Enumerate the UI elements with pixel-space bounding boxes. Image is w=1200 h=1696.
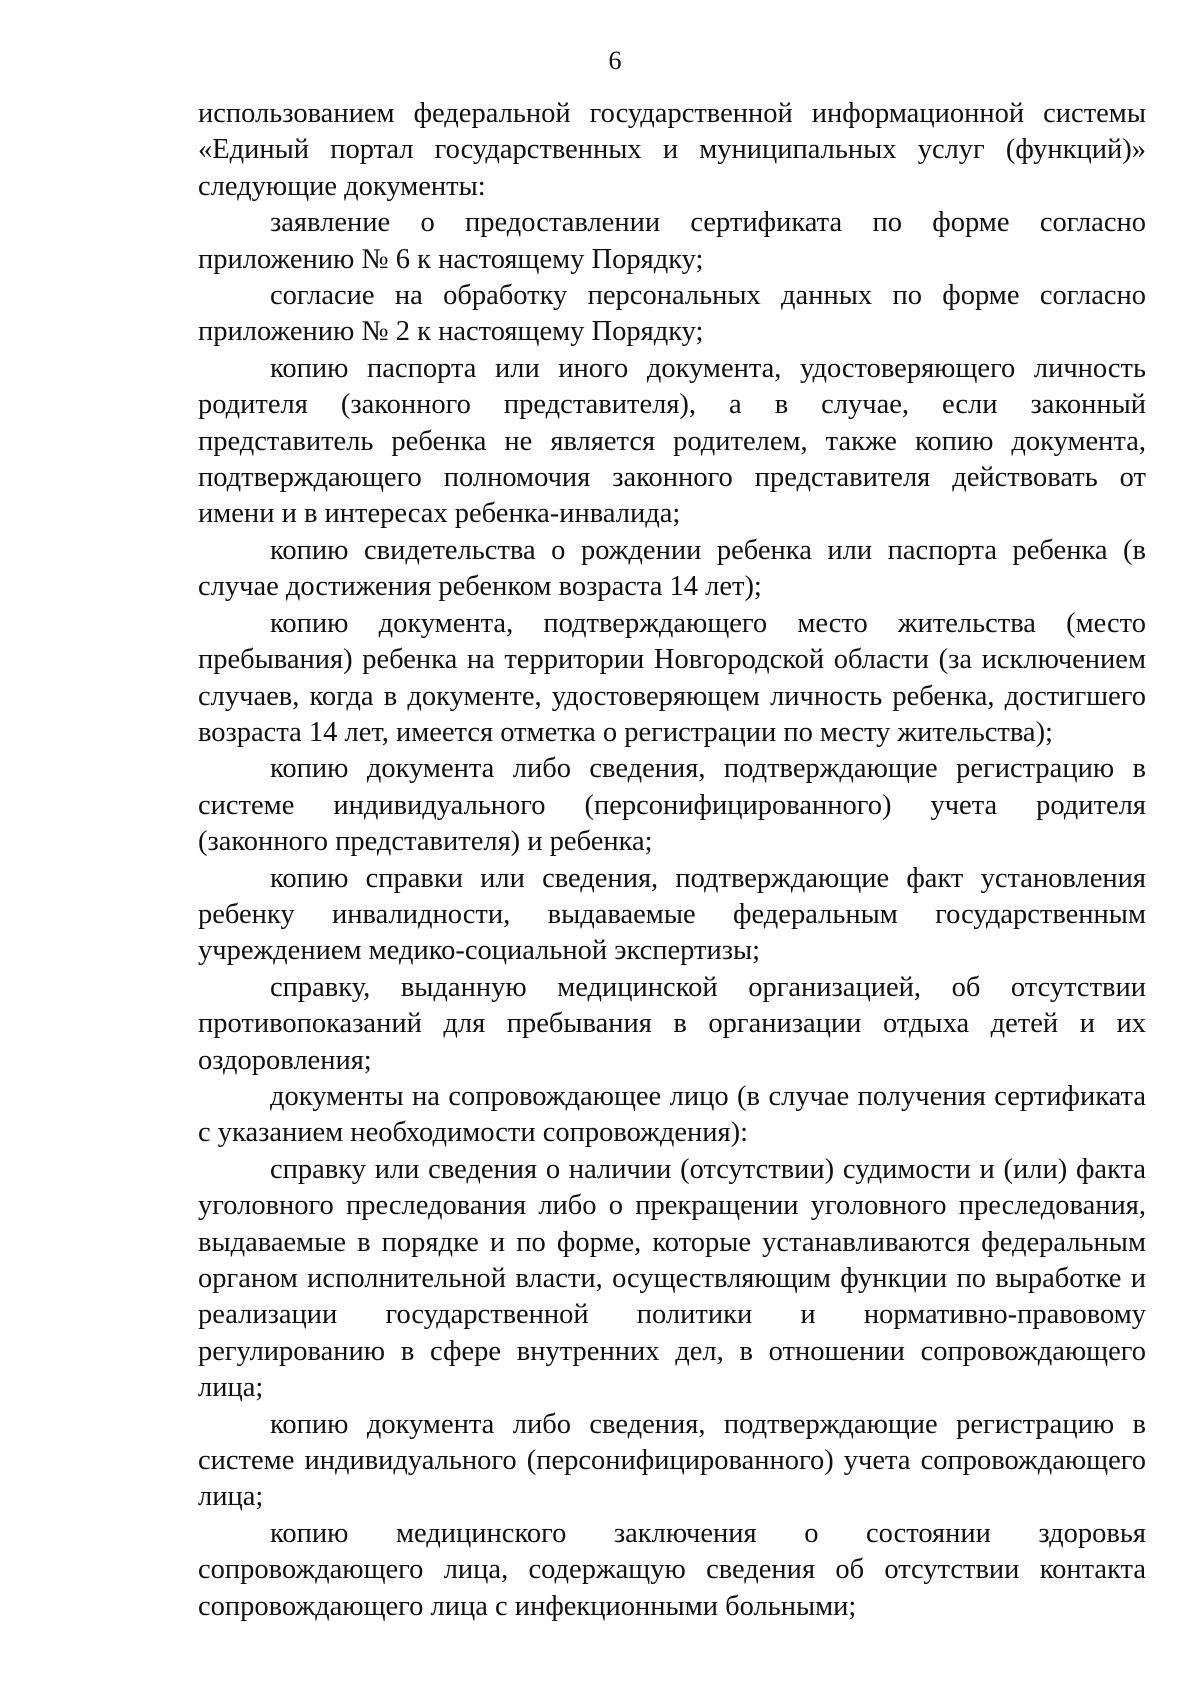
page-number: 6 xyxy=(608,46,622,75)
paragraph-escort-medical: копию медицинского заключения о состоянии здоровья сопровождающего лица, содержащую сведения об отсутствии контакта сопровождающего лица с инфекционными больными; xyxy=(198,1517,1146,1622)
paragraph-passport-copy: копию паспорта или иного документа, удостоверяющего личность родителя (законного представителя), а в случае, если законный представитель ребенка не является родителем, также копию документа, подтверждающего полномочия законного представителя действовать от имени и в интересах ребенка-инвалида; xyxy=(198,352,1146,530)
paragraph-escort-registration: копию документа либо сведения, подтверждающие регистрацию в системе индивидуального (персонифицированного) учета сопровождающего лица; xyxy=(198,1408,1146,1513)
paragraph-birth-certificate: копию свидетельства о рождении ребенка или паспорта ребенка (в случае достижения ребенком возраста 14 лет); xyxy=(198,534,1146,603)
paragraph-intro: использованием федеральной государственной информационной системы «Единый портал государственных и муниципальных услуг (функций)» следующие документы: xyxy=(198,98,1146,202)
paragraph-escort-documents: документы на сопровождающее лицо (в случае получения сертификата с указанием необходимости сопровождения): xyxy=(198,1080,1146,1149)
paragraph-application: заявление о предоставлении сертификата по форме согласно приложению № 6 к настоящему Порядку; xyxy=(198,207,1146,275)
paragraph-disability-certificate: копию справки или сведения, подтверждающие факт установления ребенку инвалидности, выдаваемые федеральным государственным учреждением медико-социальной экспертизы; xyxy=(198,862,1146,967)
paragraph-criminal-record: справку или сведения о наличии (отсутствии) судимости и (или) факта уголовного преследования либо о прекращении уголовного преследования, выдаваемые в порядке и по форме, которые устанавливаются федеральным органом исполнительной власти, осуществляющим функции по выработке и реализации государственной политики и нормативно-правовому регулированию в сфере внутренних дел, в отношении сопровождающего лица; xyxy=(198,1153,1146,1404)
document-body xyxy=(198,96,1146,1625)
paragraph-personalized-registration: копию документа либо сведения, подтверждающие регистрацию в системе индивидуального (персонифицированного) учета родителя (законного представителя) и ребенка; xyxy=(198,753,1146,858)
paragraph-residence-document: копию документа, подтверждающего место жительства (место пребывания) ребенка на территории Новгородской области (за исключением случаев, когда в документе, удостоверяющем личность ребенка, достигшего возраста 14 лет, имеется отметка о регистрации по месту жительства); xyxy=(198,607,1146,748)
paragraph-consent: согласие на обработку персональных данных по форме согласно приложению № 2 к настоящему Порядку; xyxy=(198,280,1146,348)
paragraph-medical-certificate: справку, выданную медицинской организацией, об отсутствии противопоказаний для пребывания в организации отдыха детей и их оздоровления; xyxy=(198,971,1146,1076)
